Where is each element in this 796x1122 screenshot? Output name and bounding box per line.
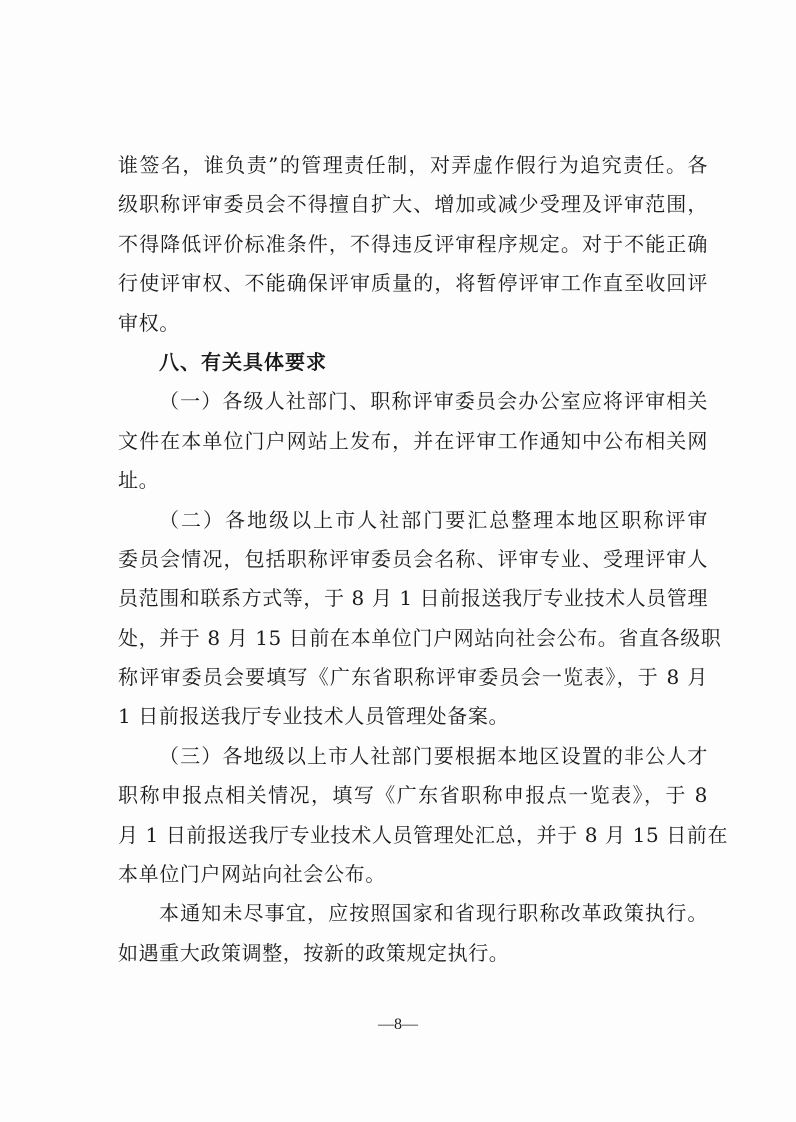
paragraph-line: （一）各级人社部门、职称评审委员会办公室应将评审相关 bbox=[159, 389, 708, 414]
body-text bbox=[118, 146, 729, 973]
paragraph-line: 如遇重大政策调整，按新的政策规定执行。 bbox=[118, 940, 510, 965]
paragraph-line: 本单位门户网站向社会公布。 bbox=[118, 862, 386, 887]
page-number: —8— bbox=[378, 1016, 418, 1033]
paragraph-line: 月 1 日前报送我厅专业技术人员管理处汇总，并于 8 月 15 日前在 bbox=[118, 822, 729, 847]
paragraph-line: 委员会情况，包括职称评审委员会名称、评审专业、受理评审人 bbox=[118, 546, 708, 571]
paragraph-line: 谁签名，谁负责”的管理责任制，对弄虚作假行为追究责任。各 bbox=[118, 153, 708, 177]
paragraph-line: 不得降低评价标准条件，不得违反评审程序规定。对于不能正确 bbox=[118, 231, 708, 256]
paragraph-line: 审权。 bbox=[118, 310, 180, 335]
paragraph-line: 称评审委员会要填写《广东省职称评审委员会一览表》，于 8 月 bbox=[118, 665, 708, 690]
paragraph-line: 1 日前报送我厅专业技术人员管理处备案。 bbox=[118, 704, 510, 729]
paragraph-line: 址。 bbox=[118, 468, 160, 493]
section-heading: 八、有关具体要求 bbox=[159, 349, 327, 374]
paragraph-line: 处，并于 8 月 15 日前在本单位门户网站向社会公布。省直各级职 bbox=[118, 625, 722, 650]
paragraph-line: 职称申报点相关情况，填写《广东省职称申报点一览表》，于 8 bbox=[118, 783, 708, 808]
paragraph-line: 文件在本单位门户网站上发布，并在评审工作通知中公布相关网 bbox=[118, 428, 708, 453]
paragraph-line: 本通知未尽事宜，应按照国家和省现行职称改革政策执行。 bbox=[159, 901, 708, 926]
paragraph-line: 员范围和联系方式等，于 8 月 1 日前报送我厅专业技术人员管理 bbox=[118, 586, 709, 611]
paragraph-line: （三）各地级以上市人社部门要根据本地区设置的非公人才 bbox=[159, 743, 708, 768]
paragraph-line: 级职称评审委员会不得擅自扩大、增加或减少受理及评审范围， bbox=[118, 192, 708, 217]
paragraph-line: （二）各地级以上市人社部门要汇总整理本地区职称评审 bbox=[159, 507, 708, 532]
paragraph-line: 行使评审权、不能确保评审质量的，将暂停评审工作直至收回评 bbox=[118, 271, 708, 296]
